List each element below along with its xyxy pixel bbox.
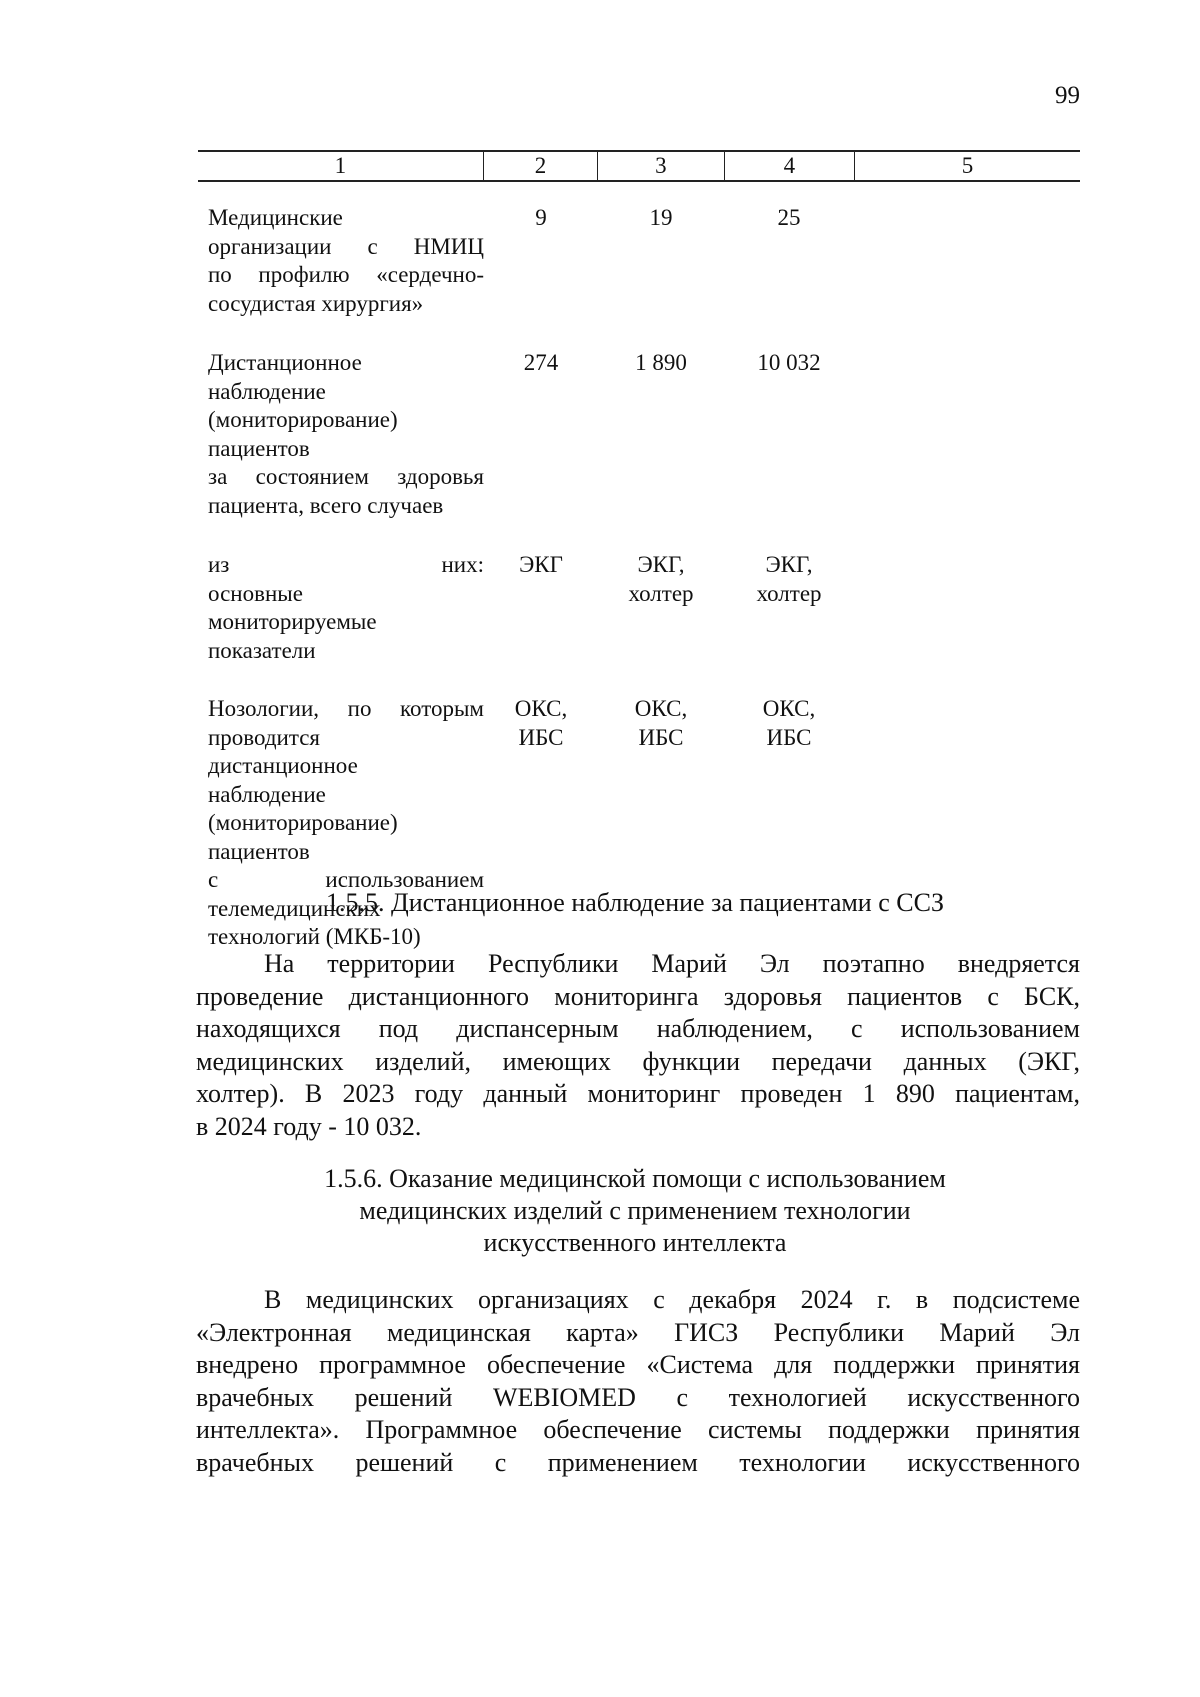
row-label-line: пациента, всего случаев	[208, 492, 444, 518]
heading-line: 1.5.6. Оказание медицинской помощи с использованием	[324, 1164, 946, 1193]
row-label-cell	[198, 551, 484, 665]
value-line: ИБС	[766, 724, 812, 750]
heading-line: медицинских изделий с применением технологии	[359, 1196, 911, 1225]
row-label-line: мониторируемые	[208, 609, 377, 634]
value-line: ОКС,	[514, 696, 568, 721]
value-cell	[484, 551, 598, 665]
row-label-line: из них:	[208, 552, 484, 577]
paragraph-156	[196, 1284, 1080, 1479]
paragraph-line: врачебных решений WEBIOMED с технологией искусственного	[196, 1382, 1080, 1412]
value-cell	[484, 204, 598, 318]
value-line: 25	[777, 205, 801, 230]
value-line: холтер	[756, 580, 822, 606]
row-label-line: (мониторирование)	[208, 407, 398, 432]
value-cell	[724, 204, 854, 318]
section-heading-155: 1.5.5. Дистанционное наблюдение за пациентами с ССЗ	[326, 888, 944, 917]
value-line: ИБС	[638, 724, 684, 750]
table-row	[198, 551, 1080, 665]
paragraph-line: холтер). В 2023 году данный мониторинг проведен 1 890 пациентам,	[196, 1079, 1080, 1108]
row-label-line: сосудистая хирургия»	[208, 290, 424, 316]
row-label-line: проводится	[208, 724, 320, 750]
value-line: 19	[649, 205, 673, 230]
row-label-line: за состоянием здоровья	[208, 464, 484, 489]
paragraph-line: интеллекта». Программное обеспечение системы поддержки принятия	[196, 1415, 1080, 1444]
row-label-line: дистанционное	[208, 753, 358, 778]
section-heading-156	[190, 1163, 1080, 1259]
table-header	[198, 150, 1080, 182]
value-line: 10 032	[757, 350, 821, 375]
row-label-line: пациентов	[208, 435, 310, 461]
table-row	[198, 204, 1080, 318]
value-cell	[854, 204, 1080, 318]
header-cell: 1	[334, 153, 347, 178]
value-cell	[598, 349, 724, 520]
value-line: ЭКГ,	[637, 552, 685, 577]
row-label-cell	[198, 204, 484, 318]
row-label-line: телемедицинских	[208, 895, 381, 921]
data-table	[198, 150, 1080, 952]
paragraph-line: в 2024 году - 10 032.	[196, 1111, 422, 1141]
paragraph-155	[196, 948, 1080, 1143]
paragraph-line: проведение дистанционного мониторинга здоровья пациентов с БСК,	[196, 981, 1080, 1011]
row-label-line: с использованием	[208, 867, 484, 892]
value-line: холтер	[628, 580, 694, 606]
value-line: ИБС	[518, 724, 564, 750]
value-cell	[724, 551, 854, 665]
header-cell: 4	[724, 152, 854, 180]
paragraph-line: врачебных решений с применением технологии искусственного	[196, 1447, 1080, 1477]
header-cell: 3	[597, 152, 723, 180]
value-line: 274	[523, 350, 559, 375]
value-cell	[854, 349, 1080, 520]
header-cell: 2	[483, 152, 597, 180]
table-body	[198, 204, 1080, 952]
value-line: ЭКГ,	[765, 552, 813, 577]
row-label-line: Медицинские	[208, 205, 343, 230]
value-cell	[598, 204, 724, 318]
row-label-line: по профилю «сердечно-	[208, 262, 484, 287]
paragraph-line: медицинских изделий, имеющих функции передачи данных (ЭКГ,	[196, 1046, 1080, 1076]
value-line: 9	[535, 205, 547, 230]
row-label-line: пациентов	[208, 838, 310, 864]
header-cell: 5	[854, 152, 1080, 180]
row-label-line: технологий (МКБ-10)	[208, 924, 421, 949]
value-line: ОКС,	[762, 696, 816, 721]
row-label-line: (мониторирование)	[208, 810, 398, 835]
paragraph-line: В медицинских организациях с декабря 2024 г. в подсистеме	[264, 1285, 1080, 1314]
heading-line: искусственного интеллекта	[483, 1228, 787, 1257]
table-row	[198, 349, 1080, 520]
value-line: ЭКГ	[519, 552, 563, 577]
row-label-line: Дистанционное	[208, 350, 362, 375]
row-label-cell	[198, 349, 484, 520]
row-label-line: основные	[208, 580, 303, 606]
value-line: 1 890	[635, 350, 687, 375]
row-label-line: показатели	[208, 637, 316, 663]
paragraph-line: находящихся под диспансерным наблюдением, с использованием	[196, 1014, 1080, 1043]
paragraph-line: На территории Республики Марий Эл поэтапно внедряется	[264, 949, 1080, 978]
row-label-line: Нозологии, по которым	[208, 696, 484, 721]
value-line: ОКС,	[634, 696, 688, 721]
paragraph-line: внедрено программное обеспечение «Система для поддержки принятия	[196, 1350, 1080, 1379]
paragraph-line: «Электронная медицинская карта» ГИСЗ Республики Марий Эл	[196, 1317, 1080, 1347]
row-label-line: наблюдение	[208, 781, 326, 807]
value-cell	[484, 349, 598, 520]
row-label-line: наблюдение	[208, 378, 326, 404]
page-number: 99	[1055, 82, 1080, 109]
value-cell	[598, 551, 724, 665]
value-cell	[854, 551, 1080, 665]
value-cell	[724, 349, 854, 520]
row-label-line: организации с НМИЦ	[208, 233, 484, 259]
